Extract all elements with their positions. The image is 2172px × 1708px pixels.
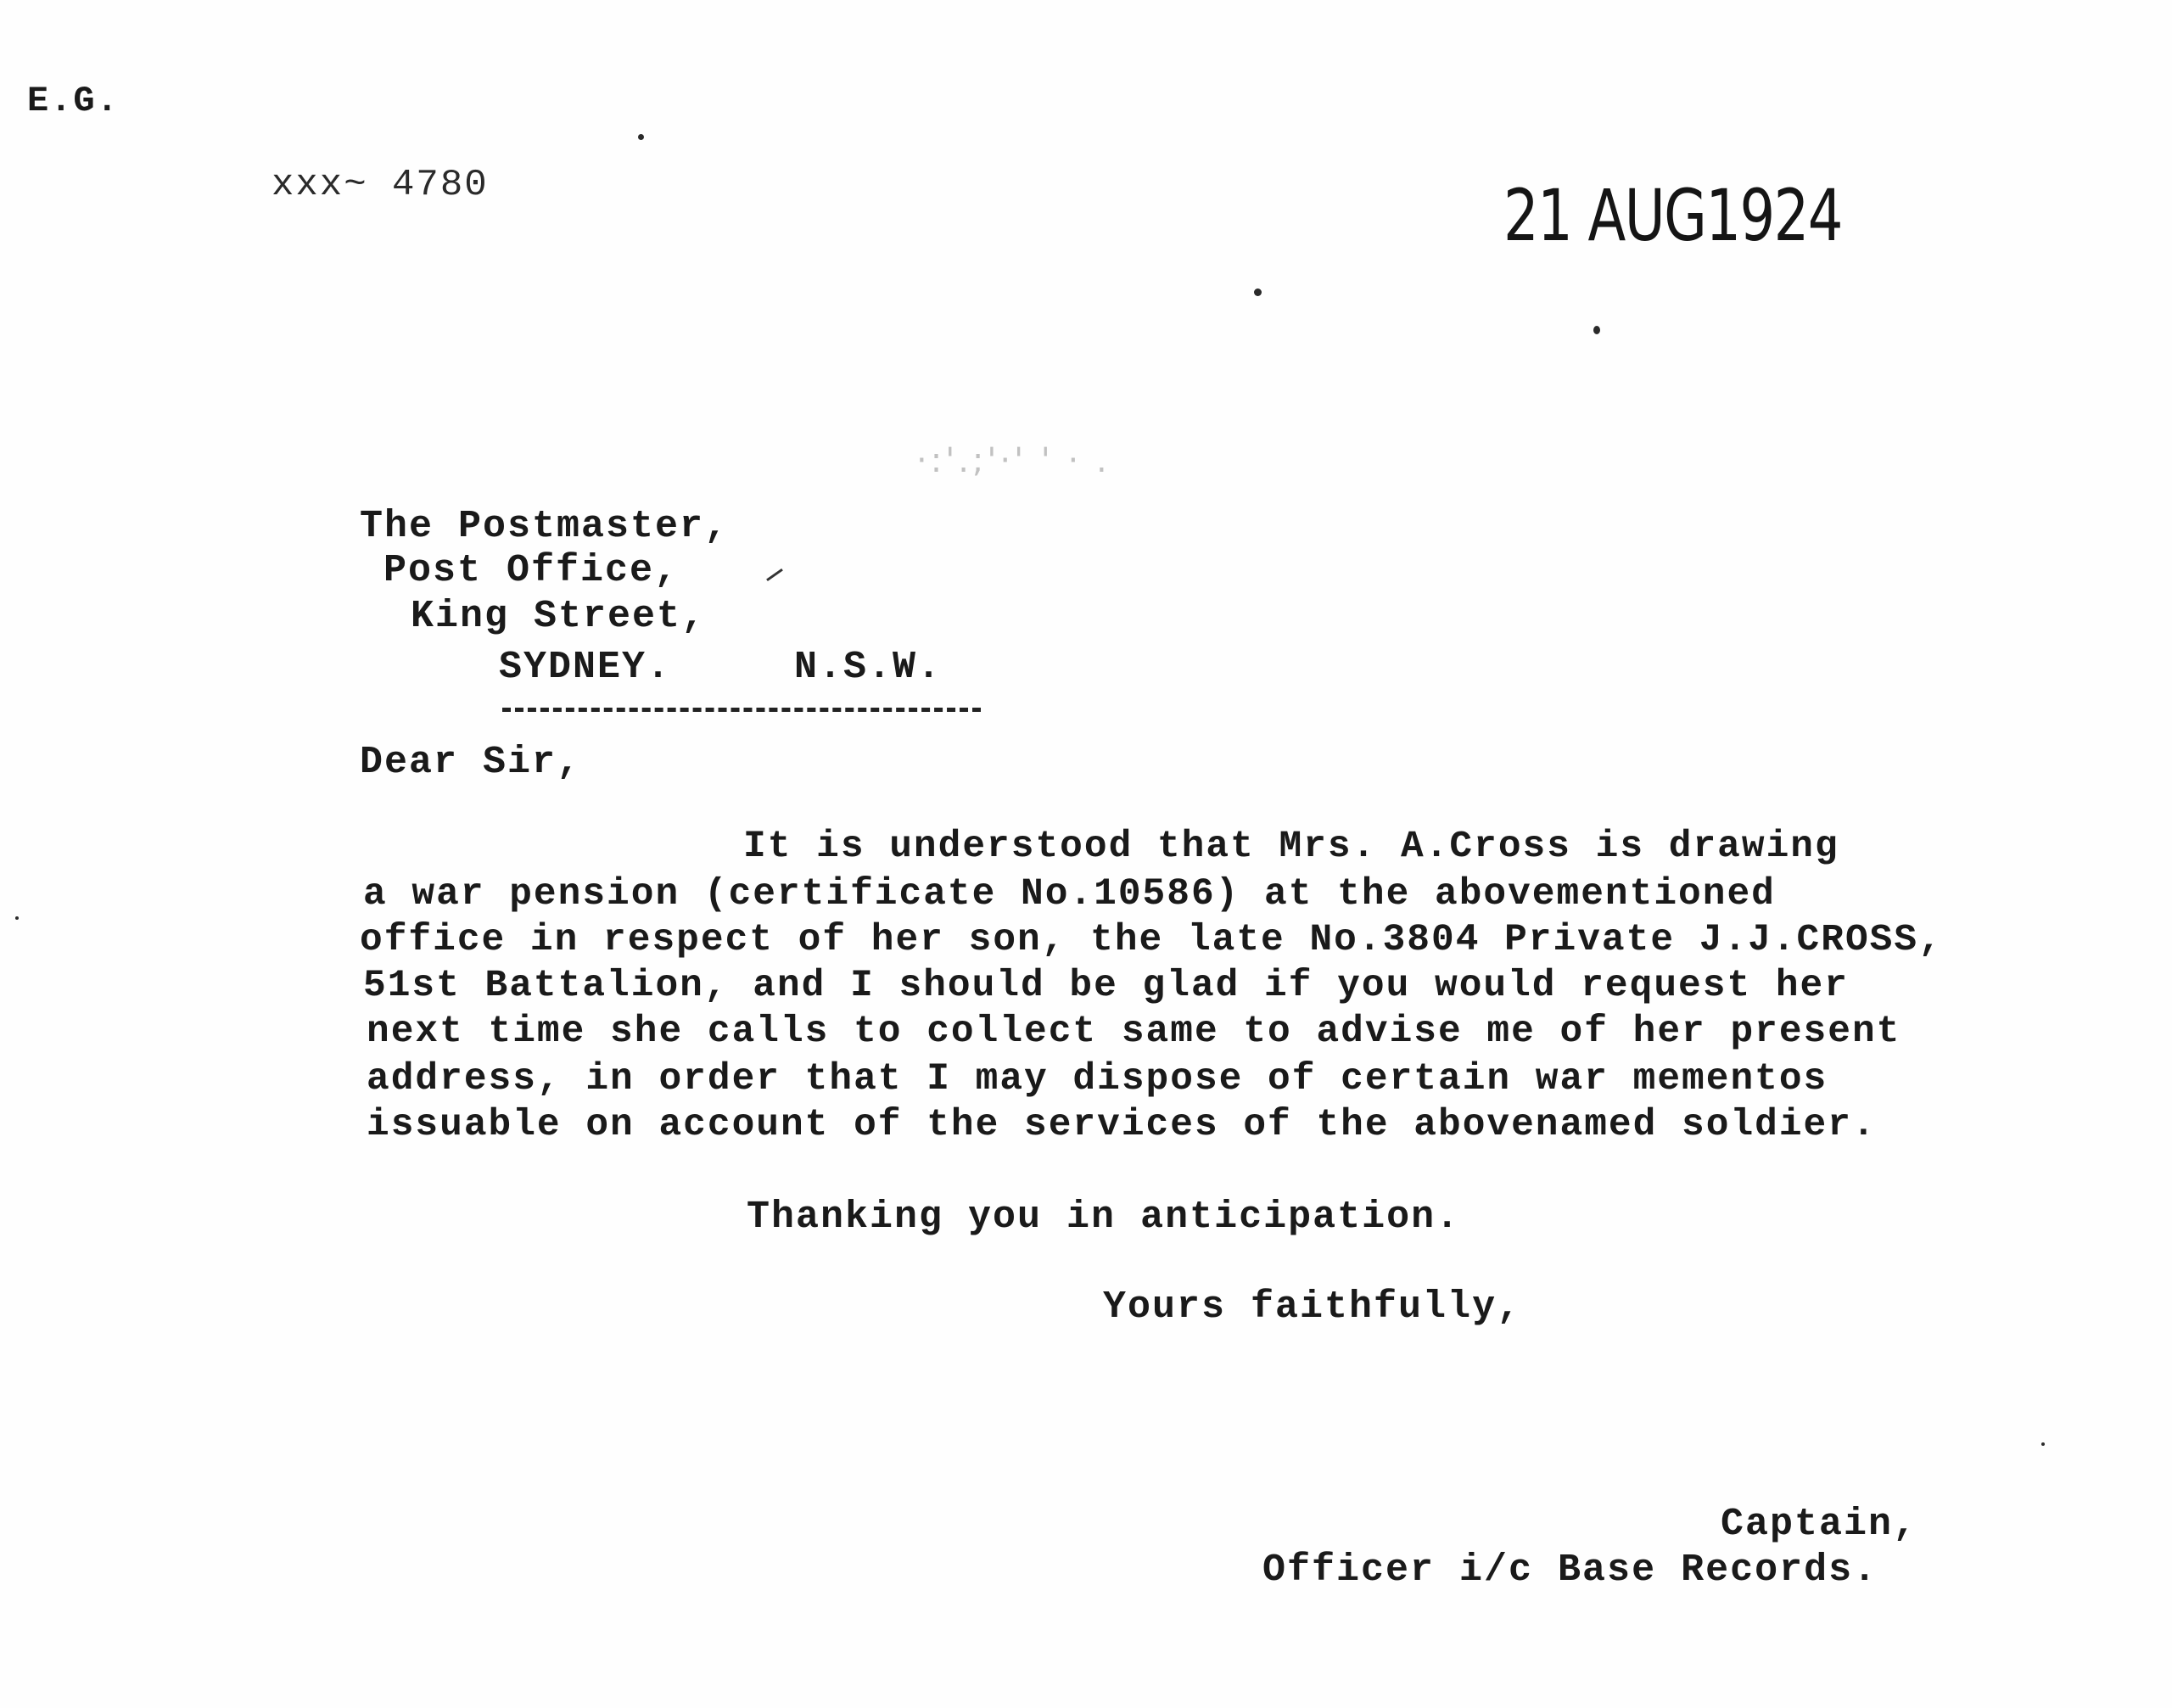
body-line: next time she calls to collect same to advise me of her present xyxy=(367,1011,1901,1053)
signature-office: Officer i/c Base Records. xyxy=(1262,1548,1878,1592)
ink-dot xyxy=(1254,288,1262,296)
date-stamp: 21 AUG1924 xyxy=(1503,174,1842,257)
signature-title: Captain, xyxy=(1721,1503,1918,1546)
ink-dot xyxy=(2041,1442,2045,1446)
ink-dot xyxy=(15,916,19,920)
body-line: address, in order that I may dispose of certain war mementos xyxy=(367,1058,1828,1100)
recipient-line-1: The Postmaster, xyxy=(360,505,730,548)
body-line: office in respect of her son, the late No.3804 Private J.J.CROSS, xyxy=(360,919,1943,961)
recipient-line-3: King Street, xyxy=(411,595,707,638)
salutation: Dear Sir, xyxy=(360,741,582,784)
file-reference: xxx~ 4780 xyxy=(272,164,489,206)
closing: Yours faithfully, xyxy=(1103,1285,1522,1329)
body-line: 51st Battalion, and I should be glad if you would request her xyxy=(363,965,1849,1007)
address-underline xyxy=(502,708,981,712)
body-line: a war pension (certificate No.10586) at the abovementioned xyxy=(363,873,1776,916)
body-line: It is understood that Mrs. A.Cross is drawing xyxy=(743,826,1839,868)
ink-dot xyxy=(638,134,644,140)
ink-smudge: ·:'.;'·' ' · . xyxy=(916,441,1111,480)
recipient-line-2: Post Office, xyxy=(383,549,680,592)
thanks-line: Thanking you in anticipation. xyxy=(747,1196,1461,1239)
ink-dot xyxy=(1593,326,1600,334)
initials: E.G. xyxy=(27,81,120,121)
recipient-state: N.S.W. xyxy=(794,646,943,689)
body-line: issuable on account of the services of the abovenamed soldier. xyxy=(367,1104,1877,1146)
recipient-city: SYDNEY. xyxy=(499,646,672,689)
pen-tick-mark xyxy=(766,568,783,581)
